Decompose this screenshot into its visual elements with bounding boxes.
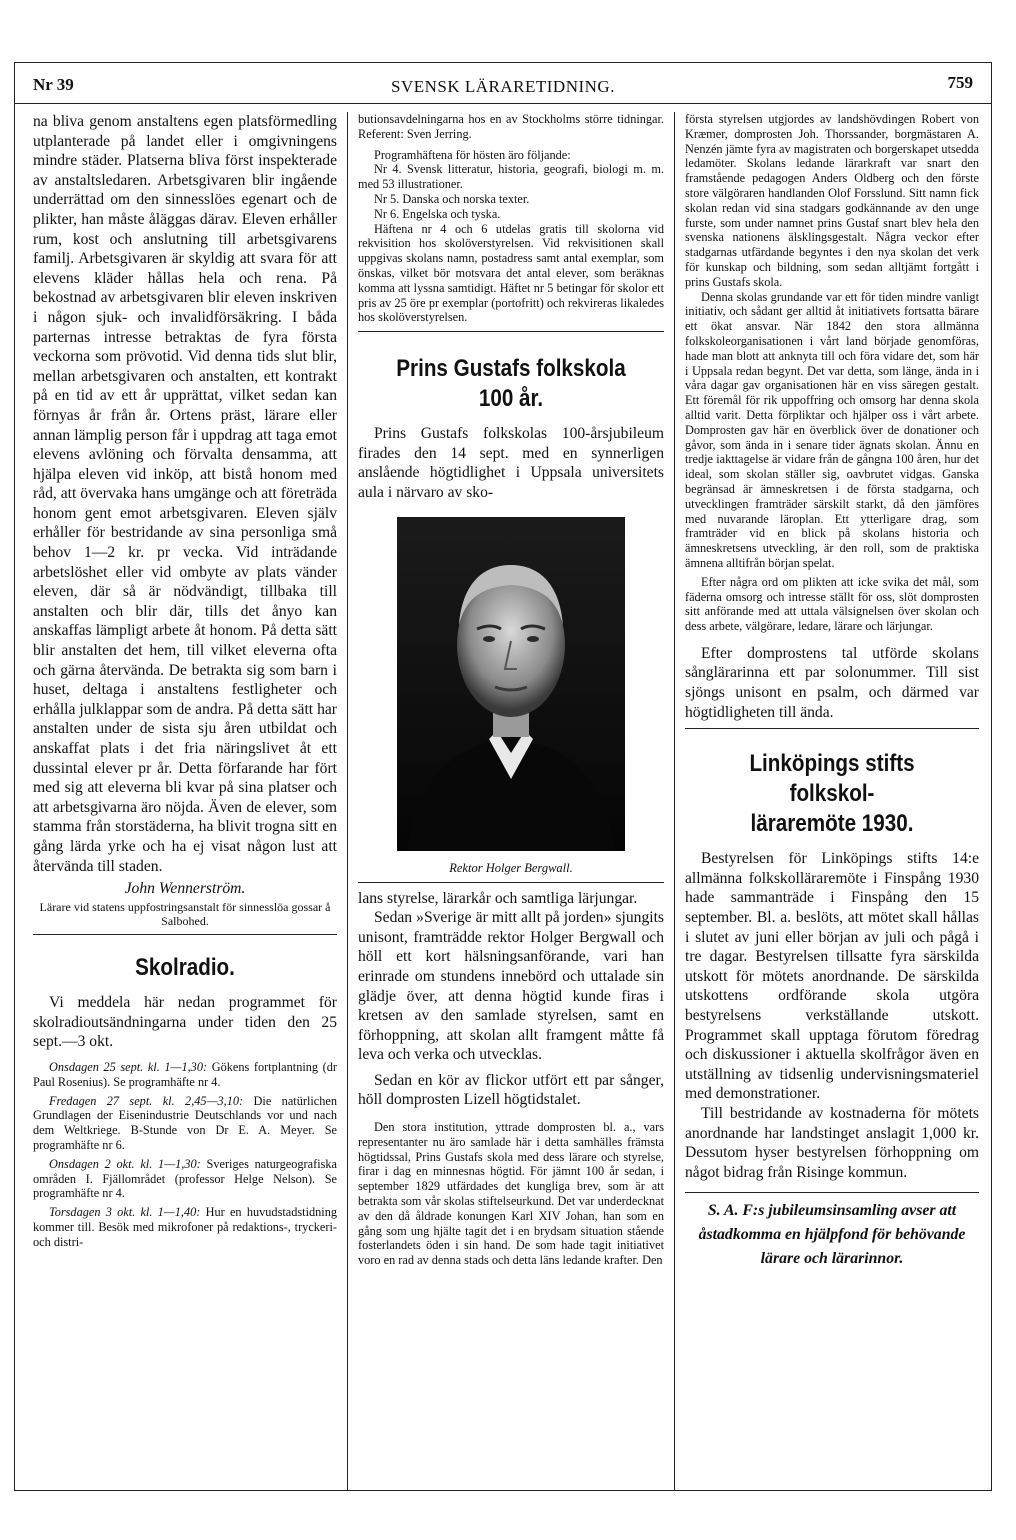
- portrait-photo: [397, 517, 625, 851]
- page-number: 759: [947, 73, 973, 92]
- schedule-item: [33, 1060, 337, 1090]
- skolradio-continuation: butionsavdelningarna hos en av Stockholms större tidningar. Referent: Sven Jerring.: [358, 112, 664, 141]
- heading-line: läraremöte 1930.: [750, 810, 914, 838]
- schedule-text: Die natürlichen Grundlagen der Eisenindustrie Deutschlands vor und nach dem Weltkriege. B-Stunde von Dr E. A. Meyer. Se programhäfte nr 6.: [33, 1093, 337, 1152]
- heading-line: Linköpings stifts folkskol-: [749, 750, 915, 808]
- heading-line: 100 år.: [478, 385, 544, 413]
- speech-paragraph: Efter några ord om plikten att icke svika det mål, som fäderna omsorg och intresse ställt för oss, slöt domprosten sitt anförande med att uttala välsignelsen över skolan och dess arbete, välgörare, ledare, lärare och lärjungar.: [685, 574, 979, 634]
- section-divider: [358, 331, 664, 332]
- schedule-text: Gökens fortplantning (dr Paul Rosenius). Se programhäfte nr 4.: [33, 1059, 337, 1089]
- section-divider: [685, 1192, 979, 1193]
- article-heading: [706, 749, 959, 839]
- column-1: [33, 112, 337, 1254]
- portrait-illustration: [397, 517, 625, 851]
- article-paragraph: Bestyrelsen för Linköpings stifts 14:e allmänna folkskolläraremöte i Finspång 1930 hade sammanträde i Finspång den 15 september. Bl. a. beslöts, att mötet skall hållas i slutet av juni eller början av juli och pågå i tre dagar. Bestyrelsen tillsatte fyra särskilda utskott för mötets anordnande. De särskilda utskottens ordförande skola utgöra bestyrelsens verkställande utskott. Programmet skall upptaga förutom föredrag och diskussioner i aktuella skolfrågor även en utställning av tidsenlig undervisningsmateriel med demonstrationer.: [685, 850, 979, 1103]
- publication-title: SVENSK LÄRARETIDNING.: [391, 77, 615, 96]
- column-rule: [347, 112, 348, 1490]
- article-continuation: na bliva genom anstaltens egen platsförmedling utplanterade på landet eller i omgivningens mindre städer. Platserna bliva först inspekterade av anstaltsledaren. Arbetsgivaren blir ingående underrättad om den sinnesslöes egenart och de plikter, han måste åläggas därav. Eleven erhåller rum, kost och anslutning till arbetsgivarens familj. Arbetsgivaren är skyldig att svara för att elevens kläder hållas hela och rena. På bekostnad av arbetsgivaren blir eleven inskriven i någon sjuk- och invalidförsäkring. I båda parternas intresse betraktas de fyra första veckorna som prövotid. Vid denna tids slut blir, mellan arbetsgivaren och anstalten, ett kontrakt på en tid av ett år upprättat, vilket sedan kan förnyas år från år. Ortens präst, lärare eller annan lämplig person får i uppdrag att taga emot elevens avlöning och förvalta densamma, att hjälpa eleven vid inköp, att bistå honom med råd, att övervaka hans umgänge och att företräda honom gent emot arbetsgivaren. Eleven själv erhåller för bestridande av sina personliga små behov 1—2 kr. pr vecka. Vid inträdande arbetslöshet eller vid ombyte av plats vänder eleven, där så är nödvändigt, tillbaka till anstalten och blir där, tills det ånyo kan anskaffas lämpligt arbete åt honom. På detta sätt blir anstalten det hem, till vilket eleverna ofta och gärna återvända. De betrakta sig som barn i huset, deltaga i anstaltens festligheter och erhålla julklappar som de andra. På detta sätt har anstalten under de sista sju åren utbildat och anskaffat plats i det fria näringslivet åt ett dussintal elever pr år. Detta förfarande har fört med sig att eleverna bli kvar på sina platser och att arbetsgivarna äro nöjda. Även de elever, som stamma från storstäderna, ha blivit trogna sitt en gång lärda yrke och ha ej visat någon lust att återvända till staden.: [33, 113, 337, 875]
- program-item: Nr 6. Engelska och tyska.: [374, 206, 501, 221]
- article-paragraph: Sedan »Sverige är mitt allt på jorden» sjungits unisont, framträdde rektor Holger Bergwall och höll ett kort hälsningsanförande, vari han erinrade om stundens innebörd och uttalade sin glädje över, att denna högtid kunde firas i kretsen av den samlade styrelsen, samt en förhoppning, att skolan allt framgent måtte få leva och verka och utvecklas.: [358, 909, 664, 1064]
- photo-caption: Rektor Holger Bergwall.: [449, 860, 573, 875]
- column-3: [685, 112, 979, 1271]
- page-header: [15, 62, 991, 104]
- article-paragraph: Sedan en kör av flickor utfört ett par sånger, höll domprosten Lizell högtidstalet.: [358, 1071, 664, 1109]
- author-signature: John Wennerström.: [124, 880, 246, 898]
- column-2: [358, 112, 664, 1268]
- programs-note: Häftena nr 4 och 6 utdelas gratis till skolorna vid rekvisition hos skolöverstyrelsen. Vid rekvisitionen skall uppgivas skolans namn, postadress samt antal exemplar, som önskas, vilket bör motsvara det antal elever, som beräknas komma att lyssna samtidigt. Häftet nr 5 betingar för skolor ett pris av 25 öre pr exemplar (portofritt) och rekvireras likaledes hos skolöverstyrelsen.: [358, 221, 664, 325]
- caption-divider: [358, 882, 664, 883]
- schedule-time: Torsdagen 3 okt. kl. 1—1,40:: [49, 1205, 201, 1220]
- author-title: Lärare vid statens uppfostringsanstalt för sinnesslöa gossar å Salbohed.: [39, 900, 331, 929]
- heading-line: Prins Gustafs folkskola: [396, 355, 626, 383]
- fundraising-notice: S. A. F:s jubileumsinsamling avser att åstadkomma en hjälpfond för behövande lärare och lärarinnor.: [698, 1202, 966, 1268]
- program-item: Nr 4. Svensk litteratur, historia, geografi, biologi m. m. med 53 illustrationer.: [358, 162, 664, 192]
- schedule-item: [33, 1205, 337, 1249]
- schedule-time: Fredagen 27 sept. kl. 2,45—3,10:: [49, 1093, 244, 1108]
- program-item: Nr 5. Danska och norska texter.: [374, 191, 530, 206]
- schedule-item: [33, 1094, 337, 1153]
- speech-continuation: första styrelsen utgjordes av landshövdingen Robert von Kræmer, domprosten Joh. Thorssander, borgmästaren A. Nenzén jämte fyra av magistraten och borgerskapet utsedda ledamöter. Skolans ledande lärarkraft var snart den framstående pedagogen Anders Oldberg och den förste store välgöraren handlanden Olof Forsslund. Sitt namn fick skolan redan vid sina stadgars godkännande av den unge furste, som under namnet prins Gustaf snart blev hela den svenska nationens älsklingsgestalt. Några veckor efter stadgarnas utfärdande begyntes i den nya skolan det verk för kunskap och bildning, som sedan alltjämt fortgått i prins Gustafs skola.: [685, 112, 979, 289]
- column-rule: [674, 112, 675, 1490]
- schedule-text: Sveriges naturgeografiska områden I. Fjällområdet (professor Helge Nelson). Se programhäfte nr 4.: [33, 1156, 337, 1201]
- skolradio-heading: Skolradio.: [135, 954, 235, 982]
- speech-paragraph: Denna skolas grundande var ett för tiden mindre vanligt initiativ, och sådant ger alltid åt initiativets fortsatta bärare ett ökat ansvar. När 1842 den stora allmänna folkskoleorganisationen i vårt land började genomföras, hade man blott att anknyta till och föra vidare det, som här i Uppsala redan begynt. Det var detta, som länge, ända in i våra dagar gav organisationen här en viss säregen gestalt. Ett föremål för rik uppoffring och omsorg har denna skola alltid varit. Detta förpliktar och hjälper oss i vårt arbete. Domprosten gav här en överblick över de donationer och gåvor, som ända in i senare tider ägnats skolan. Ännu en tredje iakttagelse är vidare från de gångna 100 åren, hur det ideal, som skolan ställer sig, oavbrutet vidgas. Ganska begränsad är ämneskretsen i de första stadgarna, och utvecklingen framträder särskilt starkt, då den jämföres med nuvarande läroplan. Ett ytterligare drag, som framträder vid en blick på skolans historia och ämneskretsens utveckling, är den roll, som de praktiska ämnena alltifrån början spelat.: [685, 289, 979, 570]
- speech-excerpt: Den stora institution, yttrade domprosten bl. a., vars representanter nu äro samlade här i detta samhälles främsta högtidssal, Prins Gustafs skola med dess lärare och styrelse, firar i dag en minnesnas högtid. För jämnt 100 år sedan, i september 1829 utfärdades det kungliga brev, som är att betrakta som vår skolas stiftelseurkund. Det var underdecknat av den då åldrade konungen Karl XIV Johan, han som en gång som ung hjälte tagit det i en brydsam situation stående fosterlandets öden i sin hand. De som hade tagit initiativet voro en rad av denna stads och detta läns ledande krafter. Den: [358, 1120, 664, 1268]
- schedule-time: Onsdagen 2 okt. kl. 1—1,30:: [49, 1156, 201, 1171]
- broadcast-schedule: [33, 1060, 337, 1250]
- skolradio-intro: Vi meddela här nedan programmet för skolradioutsändningarna under tiden den 25 sept.—3 okt.: [33, 994, 337, 1051]
- article-lead: Prins Gustafs folkskolas 100-årsjubileum firades den 14 sept. med en synnerligen anslående högtidlighet i Uppsala universitets aula i närvaro av sko-: [358, 425, 664, 501]
- section-divider: [33, 934, 337, 935]
- schedule-text: Hur en huvudstadstidning kommer till. Besök med mikrofoner på redaktions-, tryckeri- och distri-: [33, 1205, 338, 1249]
- article-paragraph: lans styrelse, lärarkår och samtliga lärjungar.: [358, 889, 638, 907]
- article-heading: [379, 354, 642, 414]
- section-divider: [685, 728, 979, 729]
- schedule-time: Onsdagen 25 sept. kl. 1—1,30:: [49, 1059, 208, 1074]
- newspaper-page: [14, 62, 992, 1491]
- article-paragraph: Till bestridande av kostnaderna för mötets anordnande har landstinget anslagit 1,000 kr. Dessutom hyser bestyrelsen förhoppning om något bidrag från Risinge kommun.: [685, 1104, 979, 1181]
- article-paragraph: Efter domprostens tal utförde skolans sånglärarinna ett par solonummer. Till sist sjöngs unisont en psalm, och därmed var högtidligheten till ända.: [685, 644, 979, 721]
- programs-intro: Programhäftena för hösten äro följande:: [374, 147, 571, 162]
- schedule-item: [33, 1157, 337, 1201]
- issue-number: Nr 39: [33, 75, 74, 94]
